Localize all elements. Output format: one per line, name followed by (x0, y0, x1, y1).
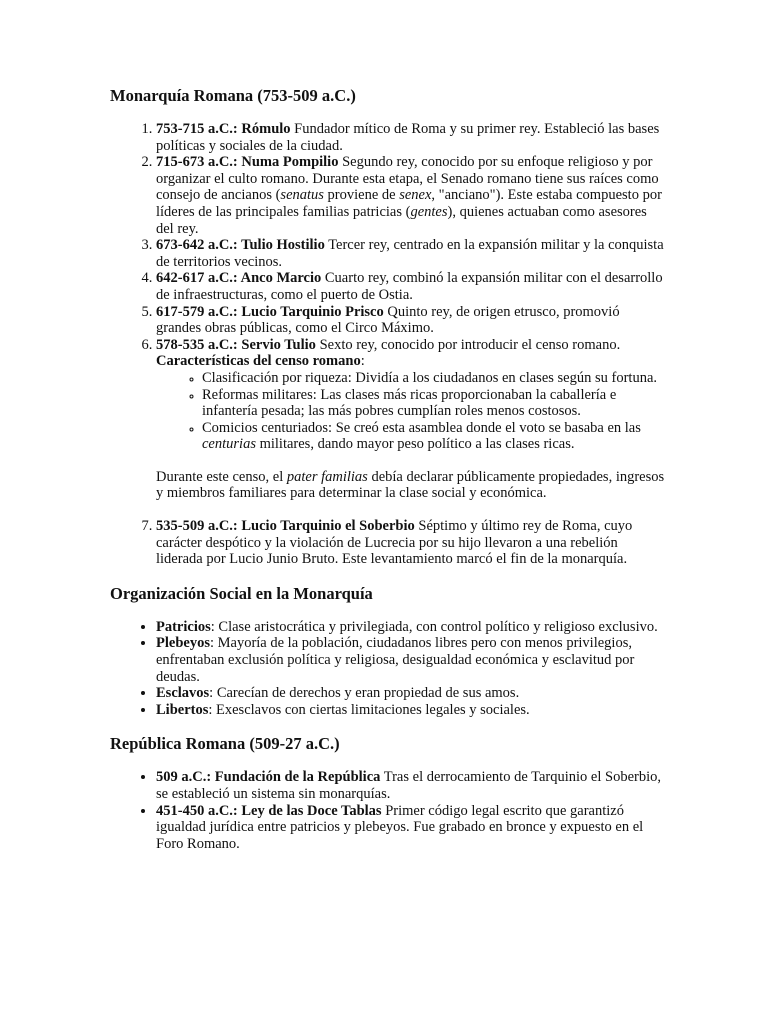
document-page (110, 86, 665, 852)
king-1-text: Fundador mítico de Roma y su primer rey. Estableció las bases políticas y sociales de la ciudad. (156, 121, 660, 154)
section-title-monarquia: Monarquía Romana (753-509 a.C.) (110, 86, 356, 105)
list-item-king-5 (156, 304, 665, 337)
censo-list (156, 370, 665, 453)
list-item: • Libertos: Exesclavos con ciertas limitaciones legales y sociales. (156, 702, 665, 719)
list-item: • Plebeyos: Mayoría de la población, ciudadanos libres pero con menos privilegios, enfrentaban exclusión política y religiosa, desigualdad económica y esclavitud por deudas. (156, 635, 665, 685)
list-item-king-3 (156, 237, 665, 270)
king-1-heading: 753-715 a.C.: Rómulo (156, 121, 291, 137)
kings-list (110, 121, 665, 568)
list-item: • 451-450 a.C.: Ley de las Doce Tablas Primer código legal escrito que garantizó igualdad jurídica entre patricios y plebeyos. Fue grabado en bronce y expuesto en el Foro Romano. (156, 803, 665, 853)
section-title-organizacion: Organización Social en la Monarquía (110, 583, 373, 603)
list-item: • 509 a.C.: Fundación de la República Tras el derrocamiento de Tarquinio el Soberbio, se estableció un sistema sin monarquías. (156, 769, 665, 802)
list-item-king-7 (156, 518, 665, 568)
king-2-text: Segundo rey, conocido por su enfoque religioso y por organizar el culto romano. Durante esta etapa, el Senado romano tiene sus raíces como consejo de ancianos (senatus proviene de senex, "anciano"). Este estaba compuesto por líderes de las principales familias patricias (gentes), quienes actuaban como asesores del rey. (156, 154, 662, 237)
republic-list (110, 769, 665, 852)
king-5-heading: 617-579 a.C.: Lucio Tarquinio Prisco (156, 303, 384, 320)
list-item-king-1 (156, 121, 665, 154)
social-classes-list (110, 619, 665, 719)
list-item: • Esclavos: Carecían de derechos y eran propiedad de sus amos. (156, 685, 665, 702)
king-2-heading: 715-673 a.C.: Numa Pompilio (156, 154, 339, 171)
king-6-heading: 578-535 a.C.: Servio Tulio (156, 336, 316, 353)
censo-item: ◦ Comicios centuriados: Se creó esta asamblea donde el voto se basaba en las centurias militares, dando mayor peso político a las clases ricas. (202, 420, 665, 453)
list-item: • Patricios: Clase aristocrática y privilegiada, con control político y religioso exclusivo. (156, 619, 665, 636)
king-3-text: Tercer rey, centrado en la expansión militar y la conquista de territorios vecinos. (156, 237, 664, 270)
list-item-king-4 (156, 270, 665, 303)
king-5-text: Quinto rey, de origen etrusco, promovió grandes obras públicas, como el Circo Máximo. (156, 303, 620, 337)
king-4-text: Cuarto rey, combinó la expansión militar con el desarrollo de infraestructuras, como el puerto de Ostia. (156, 270, 663, 303)
section-title-republica: República Romana (509-27 a.C.) (110, 734, 340, 754)
list-item-king-6: 6. 578-535 a.C.: Servio Tulio Sexto rey, conocido por introducir el censo romano. Características del censo romano: ◦ Clasificación por riqueza: Dividía a los ciudadanos en clases según su fortuna. ◦ Reformas militares: Las clases más ricas proporcionaban la caballería e infantería pesada; las más pobres cumplían roles menos costosos. ◦ Comicios centuriados: Se creó esta asamblea donde el voto se basaba en las centurias militares, dando mayor peso político a las clases ricas. Durante este censo, el pater familias debía declarar públicamente propiedades, ingresos y miembros familiares para determinar la clase social y económica. (156, 337, 665, 502)
censo-subtitle: Características del censo romano (156, 353, 361, 370)
censo-item: ◦ Clasificación por riqueza: Dividía a los ciudadanos en clases según su fortuna. (202, 370, 665, 387)
king-3-heading: 673-642 a.C.: Tulio Hostilio (156, 237, 325, 254)
censo-item: ◦ Reformas militares: Las clases más ricas proporcionaban la caballería e infantería pesada; las más pobres cumplían roles menos costosos. (202, 387, 665, 420)
list-item-king-2 (156, 154, 665, 237)
king-7-heading: 535-509 a.C.: Lucio Tarquinio el Soberbio (156, 518, 415, 535)
king-6-text: Sexto rey, conocido por introducir el censo romano. (319, 336, 621, 353)
censo-paragraph: Durante este censo, el pater familias debía declarar públicamente propiedades, ingresos y miembros familiares para determinar la clase social y económica. (156, 468, 665, 502)
king-4-heading: 642-617 a.C.: Anco Marcio (156, 270, 322, 287)
king-7-text: Séptimo y último rey de Roma, cuyo carácter despótico y la violación de Lucrecia por su hijo llevaron a una rebelión liderada por Lucio Junio Bruto. Este levantamiento marcó el fin de la monarquía. (156, 518, 633, 568)
